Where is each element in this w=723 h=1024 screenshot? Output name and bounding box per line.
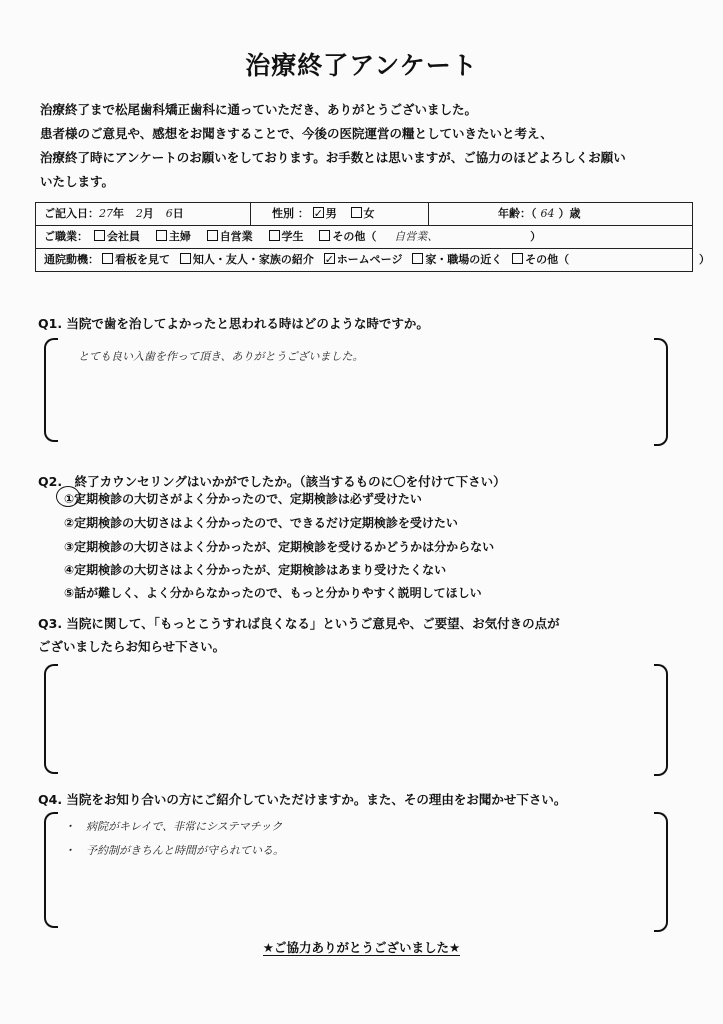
page-title: 治療終了アンケート <box>245 51 478 80</box>
q4-question: Q4. 当院をお知り合いの方にご紹介していただけますか。また、その理由をお聞かせ下さい。 <box>38 792 567 807</box>
q1-question: Q1. 当院で歯を治してよかったと思われる時はどのような時ですか。 <box>38 316 429 331</box>
occupation-option-label: 自営業 <box>219 230 253 243</box>
date-field[interactable] <box>44 203 184 225</box>
date-label: ご記入日： <box>44 207 99 220</box>
q2-option-1[interactable]: ①定期検診の大切さがよく分かったので、定期検診は必ず受けたい <box>64 492 422 506</box>
q3-question-line-2: ございましたらお知らせ下さい。 <box>38 639 226 654</box>
gender-label: 性別 ： <box>272 207 309 220</box>
gender-male-checkbox[interactable] <box>313 207 324 218</box>
occupation-checkbox-other[interactable] <box>319 230 330 241</box>
q4-answer-2[interactable]: ・ 予約制がきちんと時間が守られている。 <box>64 844 284 857</box>
occupation-checkbox-self-employed[interactable] <box>207 230 218 241</box>
month-unit: 月 <box>142 207 154 220</box>
bracket-left <box>44 664 58 774</box>
day-unit: 日 <box>172 207 184 220</box>
occupation-option-label: 学生 <box>281 230 304 243</box>
info-row-occupation <box>36 226 692 249</box>
bracket-right <box>654 338 668 446</box>
intro-line-3: 治療終了時にアンケートのお願いをしております。お手数とは思いますが、ご協力のほどよろしくお願い <box>40 150 626 165</box>
motive-option-label: ホームページ <box>336 253 403 266</box>
q2-question: Q2. 終了カウンセリングはいかがでしたか。（該当するものに〇を付けて下さい） <box>38 474 506 489</box>
info-row-date <box>36 203 692 226</box>
q2-option-2[interactable]: ②定期検診の大切さはよく分かったので、できるだけ定期検診を受けたい <box>64 516 458 530</box>
age-value: 64 <box>540 207 555 220</box>
intro-line-2: 患者様のご意見や、感想をお聞きすることで、今後の医院運営の糧としていきたいと考え、 <box>40 126 553 141</box>
q2-option-5[interactable]: ⑤話が難しく、よく分からなかったので、もっと分かりやすく説明してほしい <box>64 586 482 600</box>
date-year: 27 <box>99 207 113 220</box>
footer-text: ★ご協力ありがとうございました★ <box>262 940 461 955</box>
motive-checkbox-nearby[interactable] <box>412 253 423 264</box>
q1-answer[interactable]: とても良い入歯を作って頂き、ありがとうございました。 <box>78 350 364 363</box>
age-suffix: ）歳 <box>558 207 581 220</box>
q2-option-3[interactable]: ③定期検診の大切さはよく分かったが、定期検診を受けるかどうかは分からない <box>64 540 495 554</box>
motive-checkbox-homepage[interactable] <box>324 253 335 264</box>
gender-male-label: 男 <box>325 207 337 220</box>
intro-line-1: 治療終了まで松尾歯科矯正歯科に通っていただき、ありがとうございました。 <box>40 102 478 117</box>
occupation-label: ご職業： <box>44 230 88 243</box>
motive-option-label: その他（ <box>525 253 570 266</box>
motive-option-label: 知人・友人・家族の紹介 <box>192 253 314 266</box>
bracket-left <box>44 338 58 442</box>
intro-line-4: いたします。 <box>40 174 115 189</box>
date-day: 6 <box>165 207 173 220</box>
bracket-right <box>654 812 668 932</box>
motive-options <box>102 249 710 271</box>
gender-female-checkbox[interactable] <box>351 207 362 218</box>
divider <box>250 203 251 225</box>
occupation-option-label: その他（ <box>332 230 377 243</box>
footer-thanks <box>0 938 723 956</box>
bracket-left <box>44 812 58 928</box>
year-unit: 年 <box>113 207 124 220</box>
age-label: 年齢：（ <box>498 207 537 220</box>
occupation-checkbox-company[interactable] <box>94 230 105 241</box>
motive-option-label: 家・職場の近く <box>425 253 503 266</box>
q3-question-line-1: Q3. 当院に関して、「もっとこうすれば良くなる」というご意見や、ご要望、お気付きの点が <box>38 616 560 631</box>
occupation-checkbox-housewife[interactable] <box>156 230 167 241</box>
q4-answer-1[interactable]: ・ 病院がキレイで、非常にシステマチック <box>64 820 283 833</box>
occupation-checkbox-student[interactable] <box>269 230 280 241</box>
age-field[interactable] <box>498 203 581 225</box>
q2-option-4[interactable]: ④定期検診の大切さはよく分かったが、定期検診はあまり受けたくない <box>64 563 447 577</box>
occupation-option-label: 会社員 <box>107 230 140 243</box>
motive-close: ） <box>699 253 710 266</box>
divider <box>428 203 429 225</box>
motive-option-label: 看板を見て <box>115 253 170 266</box>
gender-field <box>272 203 375 225</box>
info-row-motive <box>36 249 710 271</box>
date-month: 2 <box>135 207 143 220</box>
bracket-right <box>654 664 668 776</box>
motive-checkbox-signboard[interactable] <box>102 253 113 264</box>
occupation-other-value[interactable]: 自営業、 <box>394 230 439 243</box>
motive-checkbox-referral[interactable] <box>180 253 191 264</box>
gender-female-label: 女 <box>363 207 375 220</box>
info-table <box>35 202 710 272</box>
occupation-close: ） <box>530 230 542 243</box>
occupation-option-label: 主婦 <box>168 230 191 243</box>
motive-checkbox-other[interactable] <box>512 253 523 264</box>
occupation-options <box>94 226 541 248</box>
motive-label: 通院動機： <box>44 253 99 266</box>
